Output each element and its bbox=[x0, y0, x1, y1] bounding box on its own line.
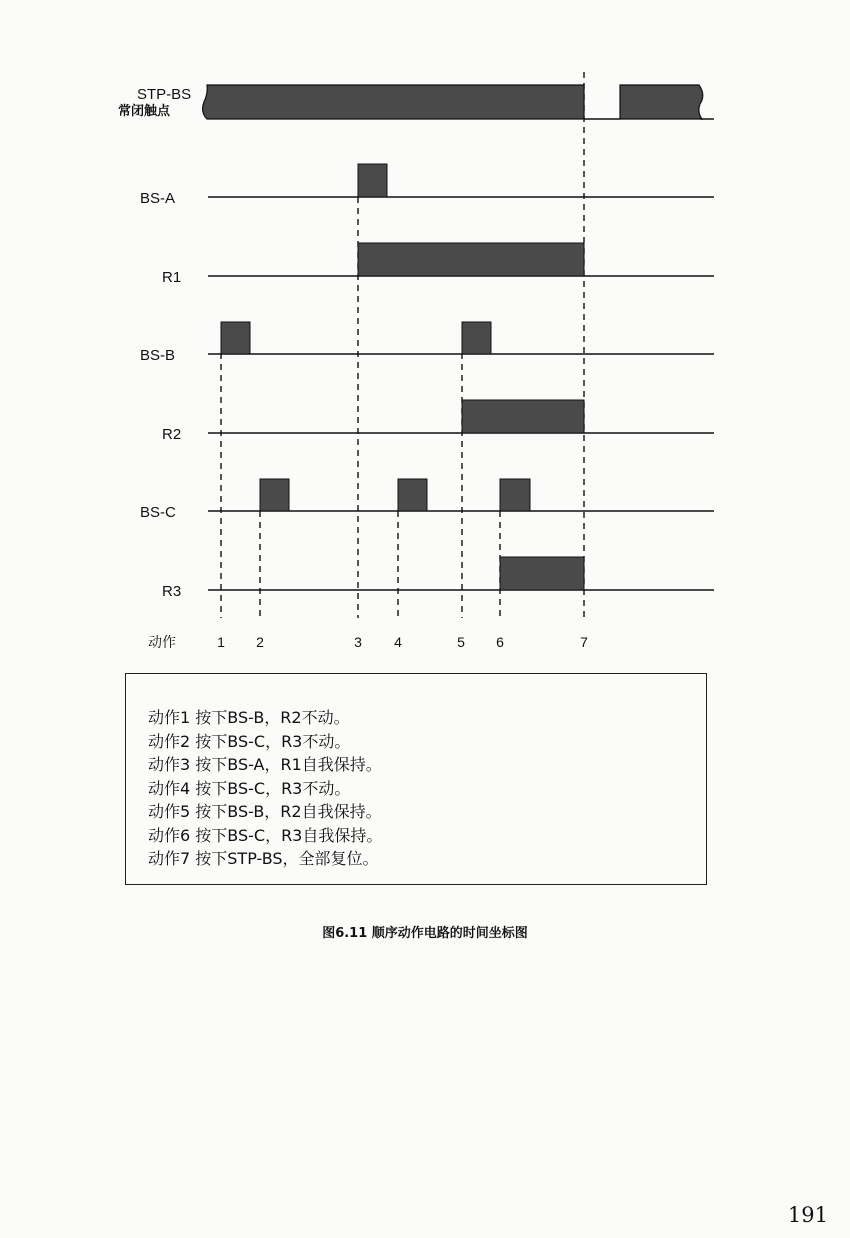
stp-label-line1: STP-BS bbox=[137, 86, 192, 103]
legend-line: 动作6 按下BS-C，R3自我保持。 bbox=[148, 825, 383, 845]
action-markers bbox=[221, 72, 584, 618]
signal-r1 bbox=[162, 243, 714, 286]
legend-line: 动作2 按下BS-C，R3不动。 bbox=[148, 731, 351, 751]
signal-r3 bbox=[162, 557, 714, 600]
signal-bs-b bbox=[140, 322, 714, 364]
r2-hold bbox=[462, 400, 584, 433]
action-tick-7: 7 bbox=[580, 634, 588, 650]
action-axis-label: 动作 bbox=[148, 634, 176, 650]
action-tick-6: 6 bbox=[496, 634, 504, 650]
signal-stp-bs bbox=[118, 85, 714, 119]
r3-hold bbox=[500, 557, 584, 590]
page-number: 191 bbox=[787, 1203, 828, 1227]
legend-line: 动作5 按下BS-B，R2自我保持。 bbox=[148, 802, 382, 821]
action-legend-list bbox=[148, 706, 382, 871]
action-legend-box bbox=[125, 673, 707, 885]
bs-b-pulse-1 bbox=[221, 322, 250, 354]
signal-bs-a bbox=[140, 164, 714, 207]
action-tick-4: 4 bbox=[394, 634, 402, 650]
r3-label: R3 bbox=[162, 583, 182, 600]
action-tick-1: 1 bbox=[217, 634, 225, 650]
legend-line: 动作3 按下BS-A，R1自我保持。 bbox=[148, 755, 382, 774]
r1-label: R1 bbox=[162, 269, 182, 286]
action-axis bbox=[148, 634, 588, 650]
legend-line: 动作4 按下BS-C，R3不动。 bbox=[148, 778, 351, 798]
legend-line: 动作7 按下STP-BS，全部复位。 bbox=[148, 849, 379, 868]
bs-a-pulse bbox=[358, 164, 387, 197]
signal-r2 bbox=[162, 400, 714, 443]
r2-label: R2 bbox=[162, 426, 182, 443]
bs-c-pulse-1 bbox=[260, 479, 289, 511]
legend-line: 动作1 按下BS-B，R2不动。 bbox=[148, 708, 350, 727]
action-tick-2: 2 bbox=[256, 634, 264, 650]
signal-bs-c bbox=[140, 479, 714, 521]
action-tick-3: 3 bbox=[354, 634, 362, 650]
figure-caption: 图6.11 顺序动作电路的时间坐标图 bbox=[322, 926, 528, 941]
action-tick-5: 5 bbox=[457, 634, 465, 650]
bs-b-pulse-2 bbox=[462, 322, 491, 354]
stp-closed-bar-1 bbox=[203, 85, 584, 119]
bs-c-pulse-3 bbox=[500, 479, 530, 511]
stp-label-line2: 常闭触点 bbox=[118, 103, 171, 118]
bs-b-label: BS-B bbox=[140, 347, 176, 364]
bs-a-label: BS-A bbox=[140, 190, 176, 207]
bs-c-label: BS-C bbox=[140, 504, 176, 521]
bs-c-pulse-2 bbox=[398, 479, 427, 511]
r1-hold bbox=[358, 243, 584, 276]
stp-closed-bar-2 bbox=[620, 85, 703, 119]
